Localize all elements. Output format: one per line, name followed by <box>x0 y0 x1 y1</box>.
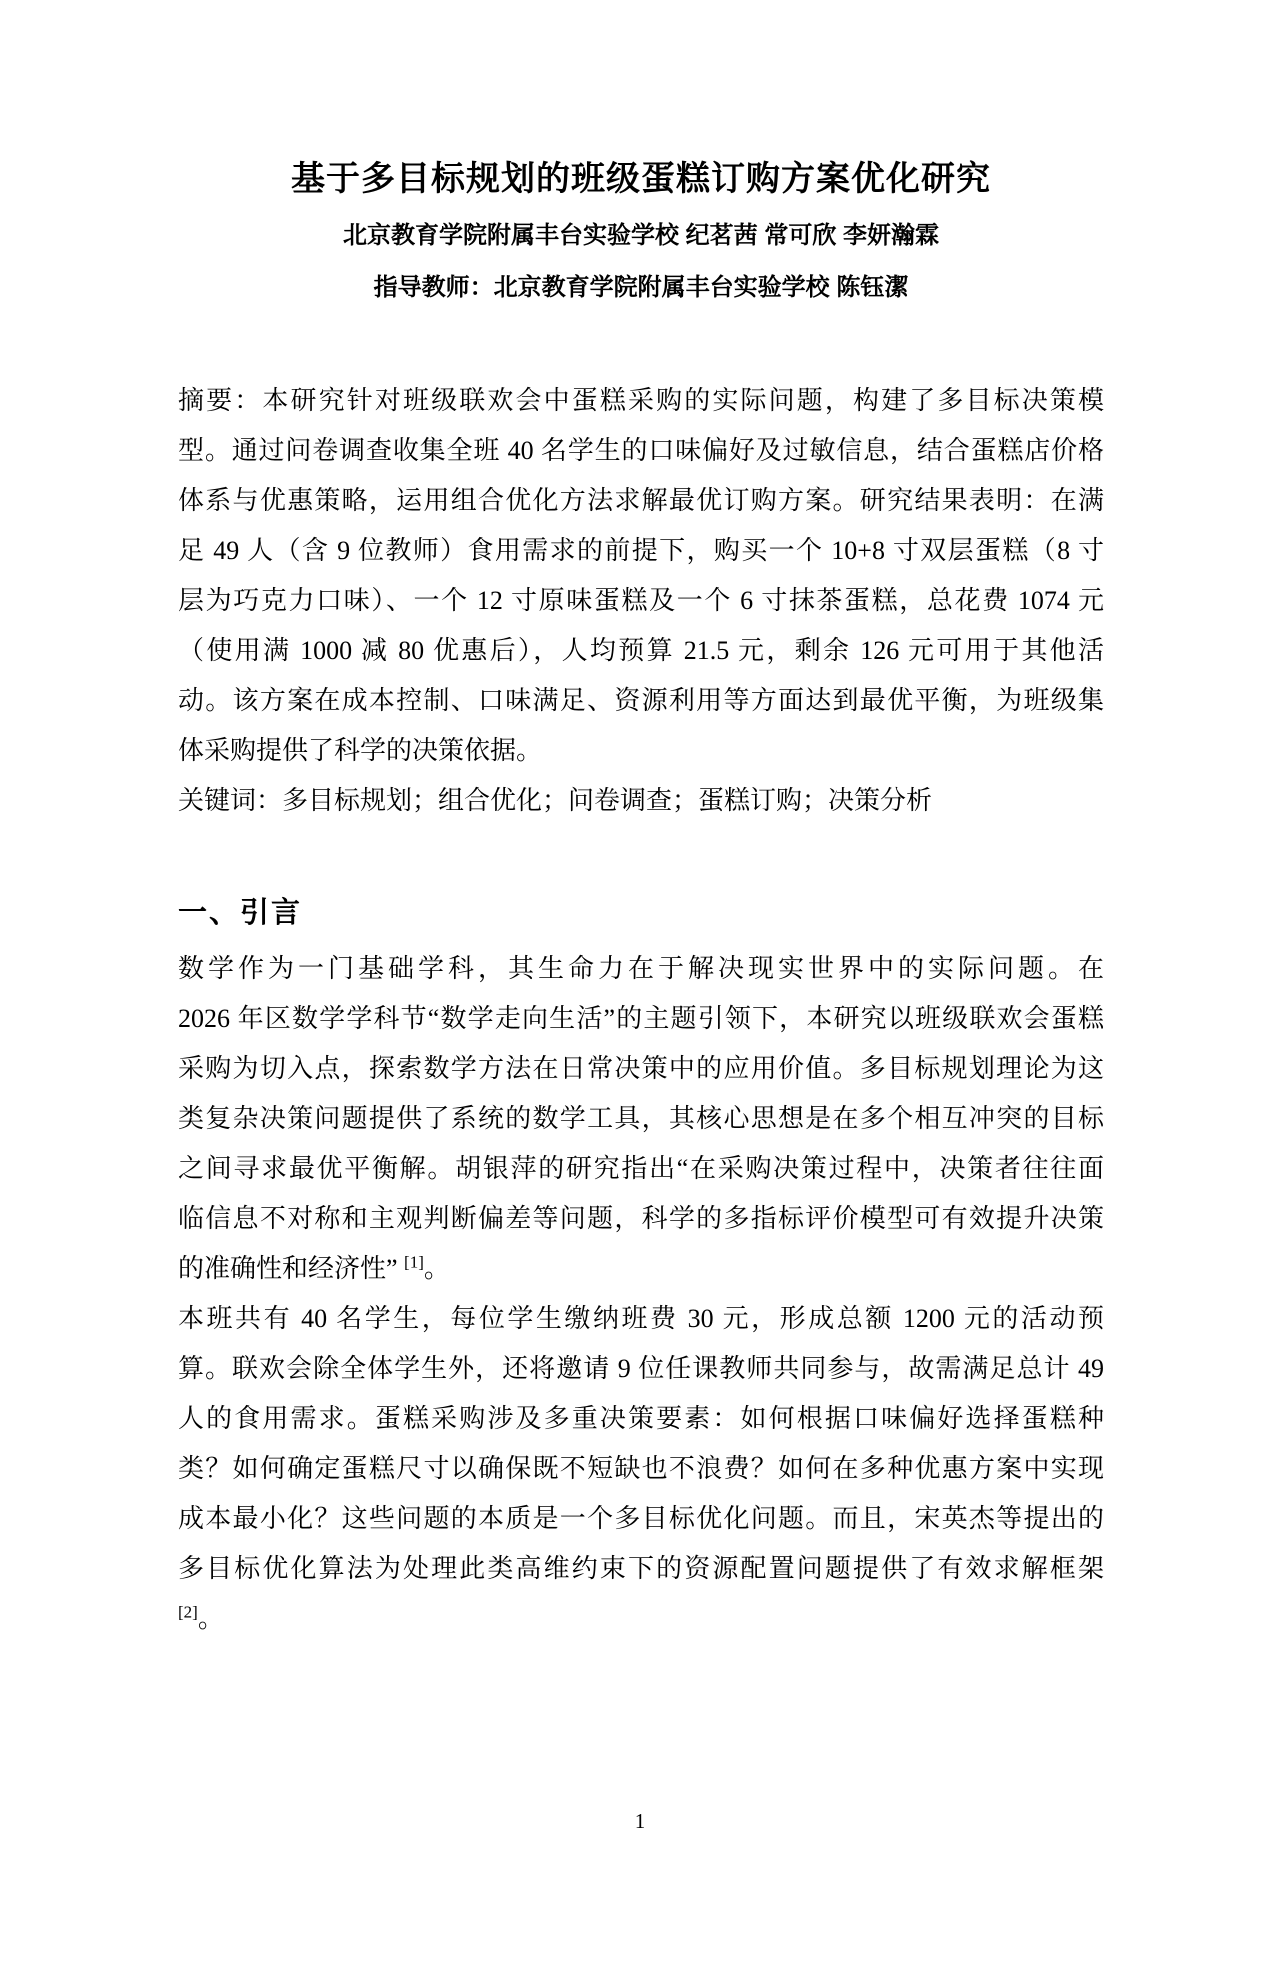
introduction-section <box>178 944 1104 1644</box>
text-line: 摘要：本研究针对班级联欢会中蛋糕采购的实际问题，构建了多目标决策模 <box>178 386 1104 415</box>
intro-paragraph-2 <box>178 1294 1104 1644</box>
text-line: 2026 年区数学学科节“数学走向生活”的主题引领下，本研究以班级联欢会蛋糕 <box>178 1004 1104 1033</box>
text-line: 足 49 人（含 9 位教师）食用需求的前提下，购买一个 10+8 寸双层蛋糕（8 寸 <box>178 536 1104 565</box>
authors-line: 北京教育学院附属丰台实验学校 纪茗茜 常可欣 李妍瀚霖 <box>342 222 939 249</box>
text-line: （使用满 1000 减 80 优惠后），人均预算 21.5 元，剩余 126 元可用于其他活 <box>178 636 1104 665</box>
text-line: 体采购提供了科学的决策依据。 <box>178 736 543 765</box>
keywords-line <box>178 776 1104 826</box>
text-line: 的准确性和经济性” [1]。 <box>178 1252 450 1283</box>
section-heading-introduction: 一、引言 <box>178 897 303 929</box>
text-line: 动。该方案在成本控制、口味满足、资源利用等方面达到最优平衡，为班级集 <box>178 686 1104 715</box>
text-line: 层为巧克力口味）、一个 12 寸原味蛋糕及一个 6 寸抹茶蛋糕，总花费 1074 元 <box>178 586 1104 615</box>
text-line: 算。联欢会除全体学生外，还将邀请 9 位任课教师共同参与，故需满足总计 49 <box>178 1354 1104 1383</box>
text-line: 型。通过问卷调查收集全班 40 名学生的口味偏好及过敏信息，结合蛋糕店价格 <box>178 436 1104 465</box>
text-line: 多目标优化算法为处理此类高维约束下的资源配置问题提供了有效求解框架 <box>178 1554 1104 1583</box>
abstract-paragraph <box>178 376 1104 776</box>
intro-paragraph-1 <box>178 944 1104 1294</box>
text-line: 类？如何确定蛋糕尺寸以确保既不短缺也不浪费？如何在多种优惠方案中实现 <box>178 1454 1104 1483</box>
page-number: 1 <box>634 1809 646 1833</box>
text-line: 之间寻求最优平衡解。胡银萍的研究指出“在采购决策过程中，决策者往往面 <box>178 1154 1104 1183</box>
citation-ref: [1] <box>404 1252 424 1272</box>
text-line: 成本最小化？这些问题的本质是一个多目标优化问题。而且，宋英杰等提出的 <box>178 1504 1104 1533</box>
text-line: 人的食用需求。蛋糕采购涉及多重决策要素：如何根据口味偏好选择蛋糕种 <box>178 1404 1104 1433</box>
page-content <box>178 155 1104 1644</box>
document-page <box>0 155 1280 1965</box>
paper-title: 基于多目标规划的班级蛋糕订购方案优化研究 <box>291 161 991 198</box>
citation-ref: [2] <box>178 1602 198 1622</box>
text-line: 类复杂决策问题提供了系统的数学工具，其核心思想是在多个相互冲突的目标 <box>178 1104 1104 1133</box>
keywords-text: 关键词：多目标规划；组合优化；问卷调查；蛋糕订购；决策分析 <box>178 786 933 815</box>
text-line: 采购为切入点，探索数学方法在日常决策中的应用价值。多目标规划理论为这 <box>178 1054 1104 1083</box>
text-line: [2]。 <box>178 1602 224 1633</box>
text-line: 临信息不对称和主观判断偏差等问题，科学的多指标评价模型可有效提升决策 <box>178 1204 1104 1233</box>
text-line: 体系与优惠策略，运用组合优化方法求解最优订购方案。研究结果表明：在满 <box>178 486 1104 515</box>
abstract-section <box>178 376 1104 826</box>
text-line: 本班共有 40 名学生，每位学生缴纳班费 30 元，形成总额 1200 元的活动预 <box>178 1304 1104 1333</box>
text-line: 数学作为一门基础学科，其生命力在于解决现实世界中的实际问题。在 <box>178 954 1104 983</box>
advisor-line: 指导教师：北京教育学院附属丰台实验学校 陈钰潔 <box>373 274 909 301</box>
